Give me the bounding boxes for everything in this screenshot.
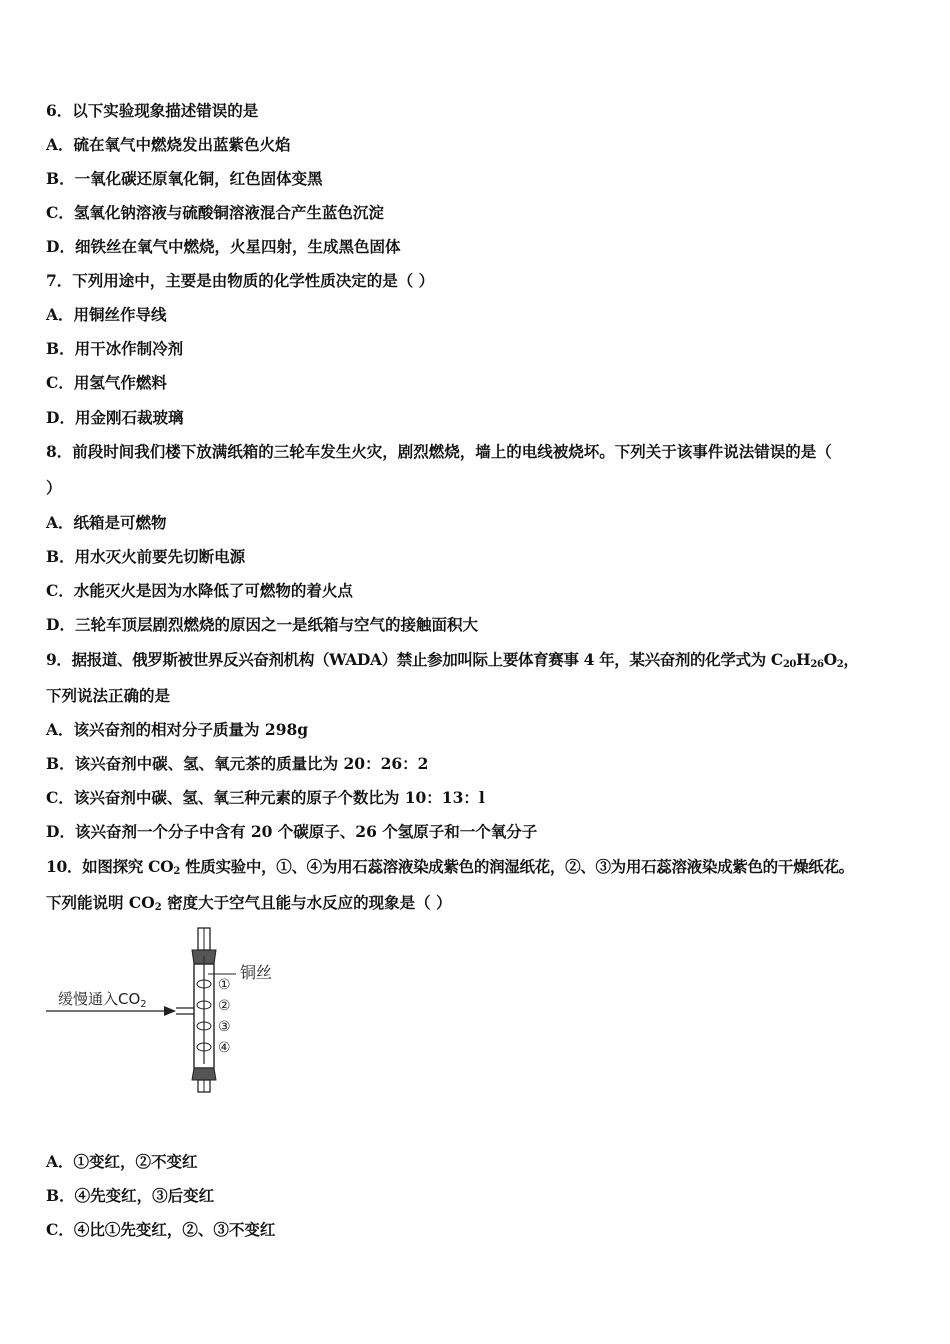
marker-1: ① — [218, 977, 231, 993]
formula-tail: ， — [843, 650, 859, 669]
wire-label: 铜丝 — [240, 963, 273, 982]
q8-option-d: D．三轮车顶层剧烈燃烧的原因之一是纸箱与空气的接触面积大 — [46, 615, 478, 634]
q6-option-b: B．一氧化碳还原氧化铜，红色固体变黑 — [46, 169, 323, 188]
formula-c: C — [770, 650, 783, 669]
q6-option-d: D．细铁丝在氧气中燃烧，火星四射，生成黑色固体 — [46, 237, 401, 256]
q7-option-d: D．用金刚石裁玻璃 — [46, 408, 184, 427]
q8-option-c: C．水能灭火是因为水降低了可燃物的着火点 — [46, 581, 353, 600]
q10-option-c: C．④比①先变红，②、③不变红 — [46, 1220, 276, 1239]
q10-line2-post: 密度大于空气且能与水反应的现象是（ ） — [161, 893, 452, 912]
top-tube — [198, 928, 210, 950]
q9-stem-line2: 下列说法正确的是 — [46, 686, 171, 705]
q7-stem: 7．下列用途中，主要是由物质的化学性质决定的是（ ） — [46, 271, 435, 290]
q10-option-a: A．①变红，②不变红 — [46, 1152, 198, 1171]
formula-h: H — [796, 650, 811, 669]
q9-option-b: B．该兴奋剂中碳、氢、氧元茶的质量比为 20：26：2 — [46, 754, 429, 773]
q10-line1-pre: 10．如图探究 CO — [46, 857, 174, 876]
formula-h-count: 26 — [810, 659, 824, 670]
q7-option-a: A．用铜丝作导线 — [46, 305, 167, 324]
q6-option-a: A．硫在氧气中燃烧发出蓝紫色火焰 — [46, 135, 291, 154]
q9-stem-text: 9．据报道、俄罗斯被世界反兴奋剂机构（WADA）禁止参加叫际上要体育赛事 4 年，某兴奋剂的化学式为 — [46, 650, 771, 669]
q9-formula — [771, 650, 859, 669]
marker-3: ③ — [218, 1019, 231, 1035]
q10-line2-pre: 下列能说明 CO — [46, 893, 155, 912]
q8-stem-line1: 8．前段时间我们楼下放满纸箱的三轮车发生火灾，剧烈燃烧，墙上的电线被烧坏。下列关于该事件说法错误的是（ — [46, 442, 832, 461]
q8-option-b: B．用水灭火前要先切断电源 — [46, 547, 246, 566]
q10-line1-sub: 2 — [173, 866, 180, 877]
formula-o-count: 2 — [836, 659, 844, 670]
q9-stem-line1 — [46, 650, 858, 670]
q10-line1-post: 性质实验中，①、④为用石蕊溶液染成紫色的润湿纸花，②、③为用石蕊溶液染成紫色的干燥纸花。 — [179, 857, 854, 876]
q6-stem: 6．以下实验现象描述错误的是 — [46, 101, 259, 120]
marker-2: ② — [218, 998, 231, 1014]
marker-4: ④ — [218, 1040, 231, 1056]
bottom-tube — [198, 1080, 210, 1092]
q7-option-b: B．用干冰作制冷剂 — [46, 339, 184, 358]
side-inlet — [176, 1008, 194, 1014]
q10-line2-sub: 2 — [154, 902, 162, 913]
q8-option-a: A．纸箱是可燃物 — [46, 513, 167, 532]
q9-option-c: C．该兴奋剂中碳、氢、氧三种元素的原子个数比为 10：13：l — [46, 788, 485, 807]
q9-option-a: A．该兴奋剂的相对分子质量为 298g — [46, 720, 309, 739]
q6-option-c: C．氢氧化钠溶液与硫酸铜溶液混合产生蓝色沉淀 — [46, 203, 384, 222]
q8-stem-line2: ） — [46, 478, 62, 497]
q9-option-d: D．该兴奋剂一个分子中含有 20 个碳原子、26 个氢原子和一个氧分子 — [46, 822, 538, 841]
q10-option-b: B．④先变红，③后变红 — [46, 1186, 215, 1205]
q10-stem-line2 — [46, 893, 452, 913]
q7-option-c: C．用氢气作燃料 — [46, 373, 167, 392]
formula-o: O — [823, 650, 837, 669]
co2-apparatus-diagram — [40, 926, 300, 1094]
q10-stem-line1 — [46, 857, 854, 877]
formula-c-count: 20 — [782, 659, 797, 670]
inlet-label: 缓慢通入$CO_2$ — [58, 990, 147, 1010]
bottom-stopper — [192, 1068, 216, 1080]
